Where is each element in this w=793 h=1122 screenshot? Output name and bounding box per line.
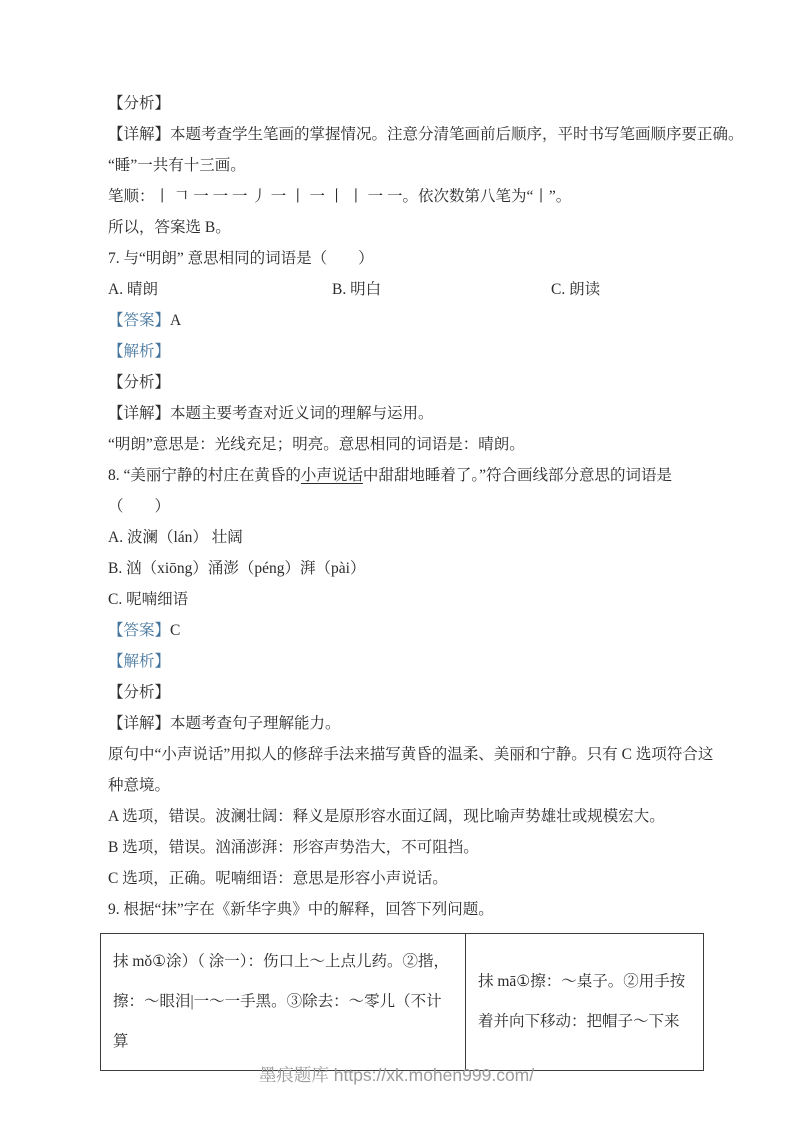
q8-underlined-phrase: 小声说话: [300, 467, 363, 484]
q8-option-c: C. 呢喃细语: [108, 591, 189, 608]
watermark-footer: [0, 1062, 793, 1087]
dictionary-entry-table: [100, 933, 704, 1071]
q8-answer-line: [108, 615, 715, 646]
question-7-text: 7. 与“明朗” 意思相同的词语是（ ）: [108, 250, 374, 267]
q8-option-b: B. 汹（xiōng）涌澎（péng）湃（pài）: [108, 560, 366, 577]
q8-detail-line: 【详解】本题考查句子理解能力。: [108, 715, 341, 732]
table-row: [101, 934, 704, 1071]
q6-stroke-order-line: 笔顺：丨 𠃍 一 一 一 丿 一 丨 一 丨 丨 一 一。依次数第八笔为“丨”。: [108, 188, 572, 205]
q8-text-before: 8. “美丽宁静的村庄在黄昏的: [108, 467, 301, 484]
q8-explain-line-2: 种意境。: [108, 777, 171, 794]
q8-option-a-explain: A 选项，错误。波澜壮阔：释义是原形容水面辽阔，现比喻声势雄壮或规模宏大。: [108, 808, 665, 825]
q8-option-b-explain: B 选项，错误。汹涌澎湃：形容声势浩大，不可阻挡。: [108, 839, 479, 856]
dict-cell-ma1: 抹 mā①擦：～桌子。②用手按着并向下移动：把帽子～下来: [466, 934, 704, 1071]
question-8-text: [108, 460, 715, 491]
q7-analysis-label: 【分析】: [108, 374, 171, 391]
q6-detail-line: 【详解】本题考查学生笔画的掌握情况。注意分清笔画前后顺序，平时书写笔画顺序要正确。: [108, 126, 744, 143]
dict-cell-mo3: 抹 mǒ①涂）（ 涂一）：伤口上～上点儿药。②揩，擦：～眼泪|一～一手黑。③除去：～零儿（不计算: [101, 934, 466, 1071]
q7-option-b: B. 明白: [332, 281, 382, 298]
q8-answer-value: C: [170, 622, 181, 639]
q8-option-c-explain: C 选项，正确。呢喃细语：意思是形容小声说话。: [108, 870, 448, 887]
q8-option-a: A. 波澜（lán） 壮阔: [108, 529, 243, 546]
q8-analysis-label: 【分析】: [108, 684, 171, 701]
question-9-text: 9. 根据“抹”字在《新华字典》中的解释，回答下列问题。: [108, 901, 494, 918]
q8-parens-line: （ ）: [108, 498, 171, 515]
q7-answer-value: A: [170, 312, 182, 329]
q7-option-a: A. 晴朗: [108, 281, 158, 298]
q8-text-after: 中甜甜地睡着了。”符合画线部分意思的词语是: [362, 467, 673, 484]
q7-jiexi-label: 【解析】: [108, 343, 171, 360]
q7-detail-line: 【详解】本题主要考查对近义词的理解与运用。: [108, 405, 434, 422]
q6-stroke-count-line: “睡”一共有十三画。: [108, 157, 246, 174]
q6-conclusion-line: 所以，答案选 B。: [108, 219, 231, 236]
watermark-text: 墨痕题库 https://xk.mohen999.com/: [258, 1065, 535, 1085]
q7-option-c: C. 朗读: [551, 281, 601, 298]
q7-explain-line: “明朗”意思是：光线充足；明亮。意思相同的词语是：晴朗。: [108, 436, 525, 453]
answer-label: 【答案】: [108, 312, 171, 329]
q6-analysis-label: 【分析】: [108, 95, 171, 112]
q8-jiexi-label: 【解析】: [108, 653, 171, 670]
answer-label: 【答案】: [108, 622, 171, 639]
q7-answer-line: [108, 305, 715, 336]
q8-explain-line-1: 原句中“小声说话”用拟人的修辞手法来描写黄昏的温柔、美丽和宁静。只有 C 选项符合这: [108, 746, 714, 763]
question-7-options: [108, 274, 715, 305]
